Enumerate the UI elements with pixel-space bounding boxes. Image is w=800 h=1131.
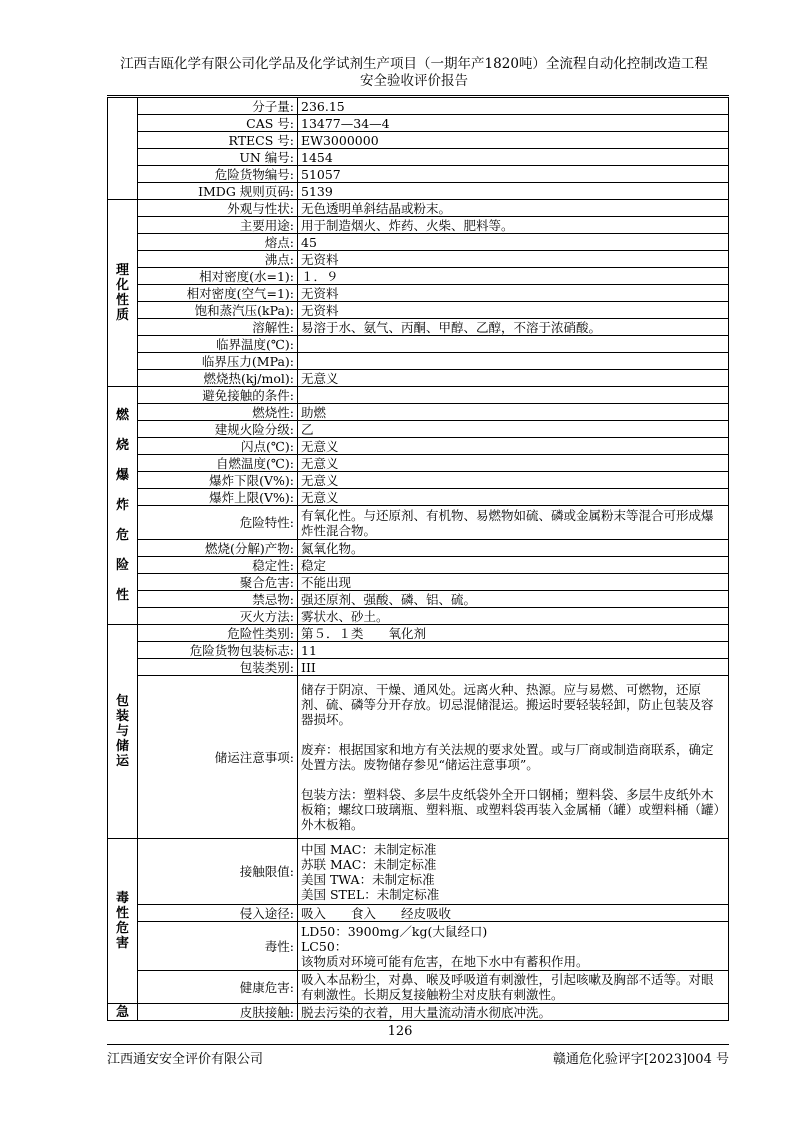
exposure-line: 美国 STEL：未制定标准 [301,886,440,902]
table-row [108,557,729,574]
table-row [108,922,729,971]
row-label: 主要用途: [138,217,298,234]
row-value: 有氧化性。与还原剂、有机物、易燃物如硫、磷或金属粉末等混合可形成爆炸性混合物。 [298,506,729,540]
table-row [108,455,729,472]
table-row [108,540,729,557]
row-label: 外观与性状: [138,200,298,217]
table-row [108,387,729,404]
category-char: 爆 [115,467,129,483]
row-label: 燃烧(分解)产物: [138,540,298,557]
category-char: 理 [115,263,129,278]
table-row [108,591,729,608]
table-row [108,132,729,149]
row-label: UN 编号: [138,149,298,166]
row-label: 包装类别: [138,659,298,676]
row-label: 分子量: [138,98,298,115]
row-value: 乙 [298,421,729,438]
disposal-paragraph: 废弃：根据国家和地方有关法规的要求处置。或与厂商或制造商联系，确定处置方法。废物储存参见“储运注意事项”。 [301,742,714,772]
row-label: 危险特性: [138,506,298,540]
category-line: 包装 [115,694,129,724]
row-value: 无意义 [298,370,729,387]
category-line: 与储 [115,724,129,754]
row-label: 熔点: [138,234,298,251]
row-label: 饱和蒸汽压(kPa): [138,302,298,319]
row-label: 禁忌物: [138,591,298,608]
row-label: 毒性: [138,922,298,971]
table-row [108,217,729,234]
toxicity-category-cell [108,839,138,1004]
row-label: 燃烧热(kj/mol): [138,370,298,387]
table-row [108,98,729,115]
category-line: 危害 [115,921,129,951]
row-value: 无意义 [298,489,729,506]
row-value: 无资料 [298,302,729,319]
row-value: 吸入 食入 经皮吸收 [298,905,729,922]
row-value: 45 [298,234,729,251]
row-label: RTECS 号: [138,132,298,149]
category-char: 险 [115,557,129,573]
footer-doc-number: 赣通危化验评字[2023]004 号 [552,1052,729,1067]
firstaid-category-cell: 急 [108,1004,138,1021]
row-label: 危险货物编号: [138,166,298,183]
table-row [108,268,729,285]
table-row [108,183,729,200]
category-char: 炸 [115,497,129,513]
row-label: 临界温度(℃): [138,336,298,353]
row-value: 无意义 [298,438,729,455]
table-row [108,659,729,676]
row-value: 易溶于水、氨气、丙酮、甲醇、乙醇，不溶于浓硝酸。 [298,319,729,336]
row-label: 灭火方法: [138,608,298,625]
storage-notes [298,676,729,839]
exposure-line: 美国 TWA：未制定标准 [301,871,435,887]
table-row [108,421,729,438]
report-header [95,56,733,90]
category-char: 烧 [115,437,129,453]
row-value: 1454 [298,149,729,166]
header-divider [107,95,729,96]
row-label: 稳定性: [138,557,298,574]
row-label: 临界压力(MPa): [138,353,298,370]
row-value: 用于制造烟火、炸药、火柴、肥料等。 [298,217,729,234]
exposure-line: 苏联 MAC：未制定标准 [301,856,437,872]
row-value [298,353,729,370]
table-row [108,370,729,387]
row-value: EW3000000 [298,132,729,149]
row-label: 相对密度(空气=1): [138,285,298,302]
row-value: 稳定 [298,557,729,574]
table-row [108,149,729,166]
toxicity-line: 该物质对环境可能有危害，在地下水中有蓄积作用。 [301,953,589,969]
row-label: 危险性类别: [138,625,298,642]
table-row [108,438,729,455]
row-value: 不能出现 [298,574,729,591]
row-value: 无资料 [298,251,729,268]
table-row [108,234,729,251]
toxicity-values [298,922,729,971]
row-value: III [298,659,729,676]
table-row [108,251,729,268]
table-row [108,472,729,489]
row-value [298,336,729,353]
row-label: 健康危害: [138,971,298,1004]
category-char: 化 [115,278,129,293]
row-label: 建规火险分级: [138,421,298,438]
row-label: 皮肤接触: [138,1004,298,1021]
toxicity-line: LD50：3900mg／kg(大鼠经口) [301,923,488,939]
table-row [108,489,729,506]
row-value: 助燃 [298,404,729,421]
transport-category-cell [108,625,138,839]
row-value: 无意义 [298,455,729,472]
storage-paragraph: 储存于阴凉、干燥、通风处。远离火种、热源。应与易燃、可燃物，还原剂、硫、磷等分开存放。切忌混储混运。搬运时要轻装轻卸，防止包装及容器损坏。 [301,682,714,727]
category-char: 性 [115,587,129,603]
toxicity-line: LC50： [301,938,348,954]
exposure-limits [298,839,729,905]
row-value: 无意义 [298,472,729,489]
table-row [108,839,729,905]
row-value: 236.15 [298,98,729,115]
table-row [108,625,729,642]
row-value [298,387,729,404]
row-value: 13477—34—4 [298,115,729,132]
row-label: 爆炸上限(V%): [138,489,298,506]
table-row [108,905,729,922]
table-row [108,302,729,319]
row-label: 闪点(℃): [138,438,298,455]
identity-category-cell [108,98,138,200]
footer-company: 江西通安安全评价有限公司 [107,1052,264,1067]
table-row [108,319,729,336]
table-row [108,115,729,132]
table-row [108,1004,729,1021]
row-label: 危险货物包装标志: [138,642,298,659]
row-value: 氮氧化物。 [298,540,729,557]
footer-divider [107,1044,729,1045]
row-value: 11 [298,642,729,659]
category-char: 危 [115,527,129,543]
row-label: IMDG 规则页码: [138,183,298,200]
table-row [108,200,729,217]
category-char: 性 [115,293,129,308]
row-label: 避免接触的条件: [138,387,298,404]
row-value: 强还原剂、强酸、磷、铝、硫。 [298,591,729,608]
table-row [108,574,729,591]
physchem-category-cell [108,200,138,387]
category-line: 运 [115,754,129,769]
category-char: 质 [115,308,129,323]
packaging-paragraph: 包装方法：塑料袋、多层牛皮纸袋外全开口钢桶；塑料袋、多层牛皮纸外木板箱；螺纹口玻璃瓶、塑料瓶、或塑料袋再装入金属桶（罐）或塑料桶（罐）外木板箱。 [301,787,720,832]
row-label: 聚合危害: [138,574,298,591]
row-value: 脱去污染的衣着，用大量流动清水彻底冲洗。 [298,1004,729,1021]
exposure-line: 中国 MAC：未制定标准 [301,841,437,857]
row-label: 燃烧性: [138,404,298,421]
table-row [108,336,729,353]
row-value: 51057 [298,166,729,183]
row-value: 5139 [298,183,729,200]
row-label: 沸点: [138,251,298,268]
table-row [108,404,729,421]
row-value: 无色透明单斜结晶或粉末。 [298,200,729,217]
row-value: 雾状水、砂土。 [298,608,729,625]
table-row [108,506,729,540]
row-label: 溶解性: [138,319,298,336]
table-row [108,971,729,1004]
table-row [108,642,729,659]
row-label: 接触限值: [138,839,298,905]
row-value: 无资料 [298,285,729,302]
msds-table [107,97,729,1021]
table-row [108,676,729,839]
fire-category-cell [108,387,138,625]
table-row [108,285,729,302]
row-label: 侵入途径: [138,905,298,922]
page-number: 126 [387,1024,413,1039]
row-label: 爆炸下限(V%): [138,472,298,489]
row-label: CAS 号: [138,115,298,132]
header-title-line1: 江西吉瓯化学有限公司化学品及化学试剂生产项目（一期年产1820吨）全流程自动化控制改造工程 [120,56,708,72]
row-value: 第５．１类 氧化剂 [298,625,729,642]
table-row [108,166,729,183]
category-line: 毒性 [115,891,129,921]
row-value: １．９ [298,268,729,285]
row-label: 储运注意事项: [138,676,298,839]
category-char: 燃 [115,407,129,423]
row-label: 相对密度(水=1): [138,268,298,285]
row-label: 自燃温度(℃): [138,455,298,472]
table-row [108,353,729,370]
header-title-line2: 安全验收评价报告 [360,73,468,89]
table-row [108,608,729,625]
row-value: 吸入本品粉尘，对鼻、喉及呼吸道有刺激性，引起咳嗽及胸部不适等。对眼有刺激性。长期反复接触粉尘对皮肤有刺激性。 [298,971,729,1004]
